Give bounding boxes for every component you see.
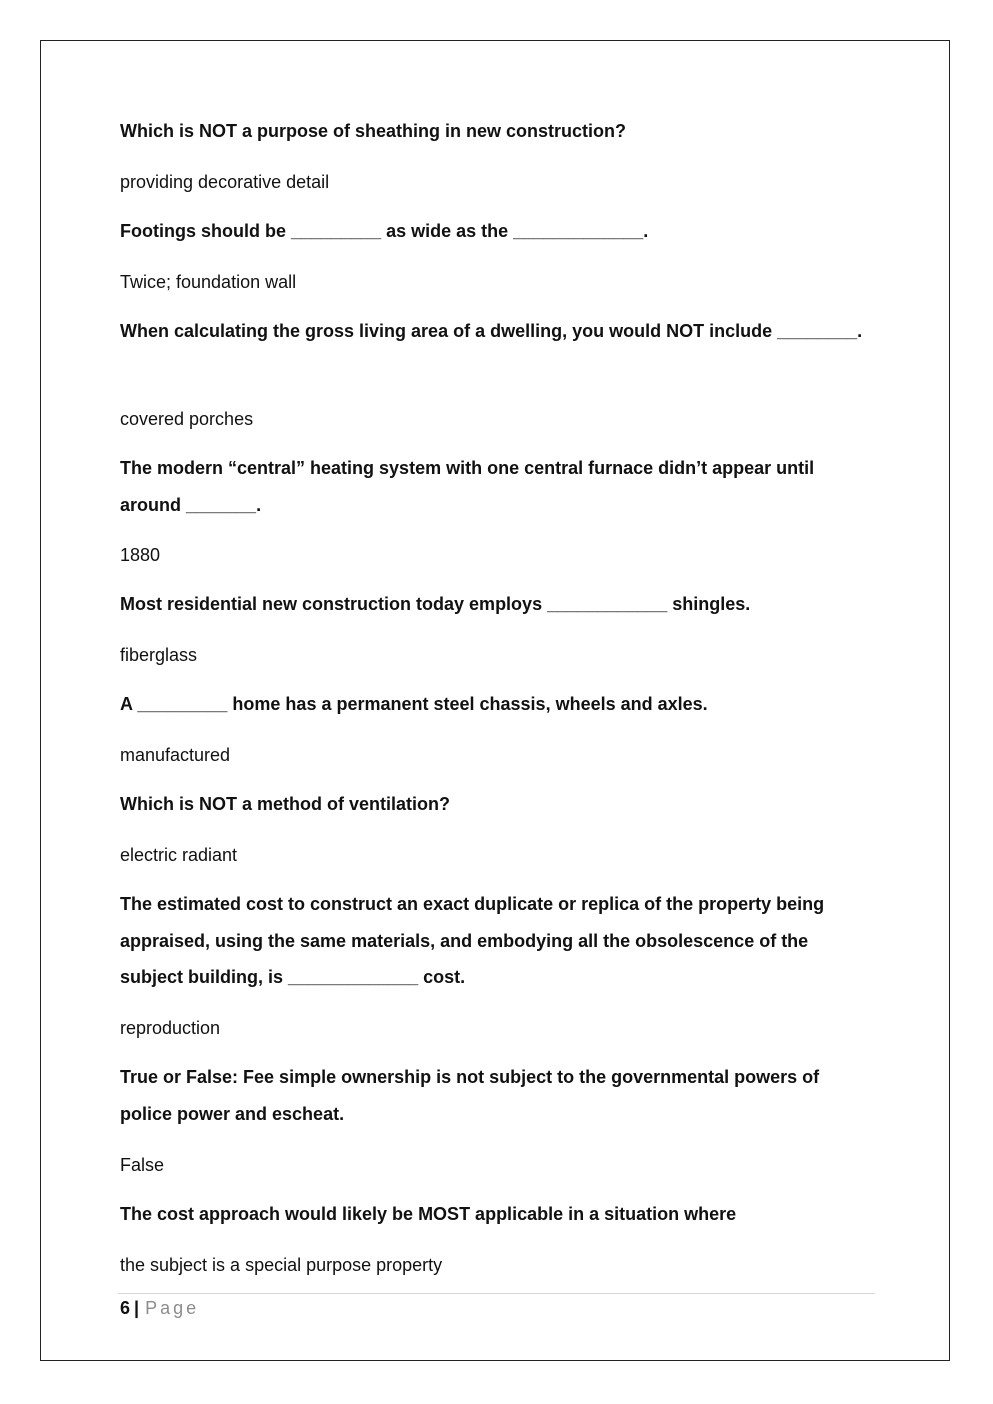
answer-8: reproduction xyxy=(120,1018,221,1038)
answer-3: covered porches xyxy=(120,409,254,429)
question-3: When calculating the gross living area of a dwelling, you would NOT include ________. xyxy=(120,321,863,341)
answer-10: the subject is a special purpose property xyxy=(120,1255,443,1275)
answer-4: 1880 xyxy=(120,545,161,565)
question-10: The cost approach would likely be MOST applicable in a situation where xyxy=(120,1204,737,1224)
answer-6: manufactured xyxy=(120,745,231,765)
question-1: Which is NOT a purpose of sheathing in new construction? xyxy=(120,121,627,141)
answer-2: Twice; foundation wall xyxy=(120,272,297,292)
page-number: 6 xyxy=(120,1298,131,1318)
footer-separator: | xyxy=(134,1298,140,1318)
question-5: Most residential new construction today employs ____________ shingles. xyxy=(120,594,751,614)
question-8: The estimated cost to construct an exact duplicate or replica of the property being appraised, using the same materials, and embodying all the obsolescence of the subject building, is _____________ cost. xyxy=(120,894,825,987)
question-9: True or False: Fee simple ownership is not subject to the governmental powers of police power and escheat. xyxy=(120,1067,820,1124)
footer-divider xyxy=(118,1293,875,1294)
answer-1: providing decorative detail xyxy=(120,172,330,192)
question-6: A _________ home has a permanent steel chassis, wheels and axles. xyxy=(120,694,708,714)
question-7: Which is NOT a method of ventilation? xyxy=(120,794,451,814)
page-label: Page xyxy=(145,1298,200,1318)
answer-9: False xyxy=(120,1155,165,1175)
question-2: Footings should be _________ as wide as the _____________. xyxy=(120,221,649,241)
page-footer xyxy=(120,1296,199,1320)
answer-5: fiberglass xyxy=(120,645,198,665)
answer-7: electric radiant xyxy=(120,845,238,865)
question-4: The modern “central” heating system with one central furnace didn’t appear until around _______. xyxy=(120,458,815,515)
